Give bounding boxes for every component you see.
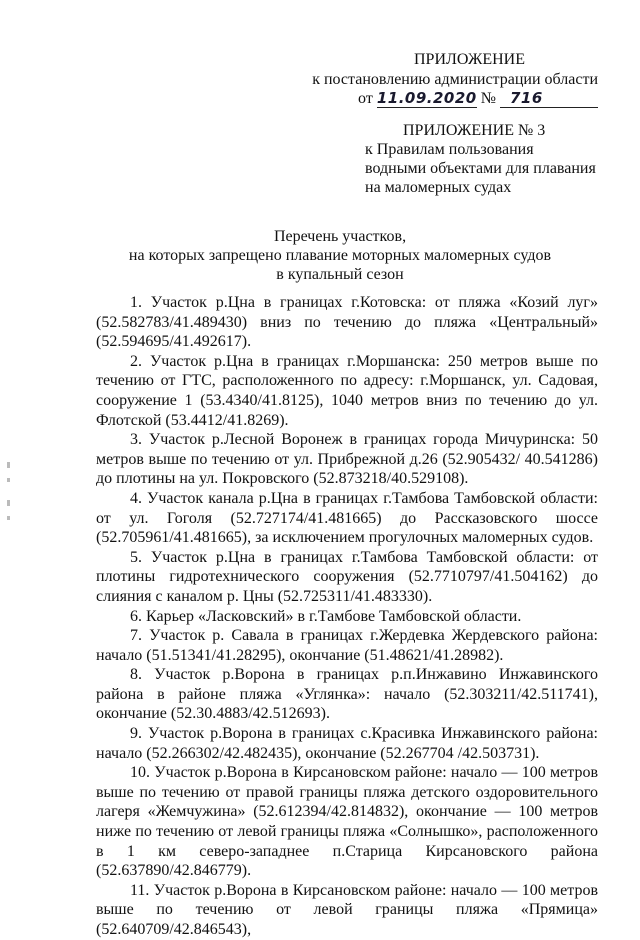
list-item: 11. Участок р.Ворона в Кирсановском районе: начало — 100 метров выше по течению от левой границы пляжа «Прямица» (52.640709/42.846543), [96, 881, 598, 938]
handwritten-date: 11.09.2020 [376, 89, 477, 107]
date-prefix: от [358, 90, 373, 107]
document-title [90, 227, 590, 284]
list-item: 3. Участок р.Лесной Воронеж в границах города Мичуринска: 50 метров выше по течению от ул. Прибрежной д.26 (52.905432/ 40.541286) до плотины на ул. Покровского (52.873218/40.529108). [96, 431, 598, 488]
list-item: 5. Участок р.Цна в границах г.Тамбова Тамбовской области: от плотины гидротехнического сооружения (52.7710797/41.504162) до слияния с каналом р. Цны (52.725311/41.483330). [96, 548, 598, 605]
list-item: 2. Участок р.Цна в границах г.Моршанска: 250 метров выше по течению от ГТС, расположенного по адресу: г.Моршанск, ул. Садовая, сооружение 1 (53.4340/41.8125), 1040 метров вниз по течению до ул. Флотской (53.4412/41.8269). [96, 352, 598, 429]
handwritten-number: 716 [500, 89, 598, 108]
list-item: 1. Участок р.Цна в границах г.Котовска: от пляжа «Козий луг» (52.582783/41.489430) вниз по течению до пляжа «Центральный» (52.594695/41.492617). [96, 294, 598, 351]
section-list [96, 293, 598, 940]
resolution-date-line [358, 89, 598, 109]
list-item: 6. Карьер «Ласковский» в г.Тамбове Тамбовской области. [130, 607, 522, 625]
appendix3-line: на маломерных судах [365, 179, 512, 196]
document-title-line: в купальный сезон [276, 266, 404, 283]
list-item: 8. Участок р.Ворона в границах р.п.Инжавино Инжавинского района в районе пляжа «Углянка»: начало (52.303211/42.511741), окончание (52.30.4883/42.512693). [96, 666, 598, 723]
appendix3-line: к Правилам пользования [365, 141, 534, 158]
scan-margin-mark [7, 462, 10, 468]
scan-margin-mark [7, 500, 10, 506]
list-item: 9. Участок р.Ворона в границах с.Красивка Инжавинского района: начало (52.266302/42.482435), окончание (52.267704 /42.503731). [96, 725, 598, 762]
appendix3-block [365, 121, 596, 197]
list-item: 10. Участок р.Ворона в Кирсановском районе: начало — 100 метров выше по течению от правой границы пляжа детского оздоровительного лагеря «Жемчужина» (52.612394/42.814832), окончание — 100 метров ниже по течению от левой границы пляжа «Солнышко», расположенного в 1 км северо-западнее п.Старица Кирсановского района (52.637890/42.846779). [96, 764, 598, 880]
scan-margin-mark [7, 516, 10, 520]
number-sign: № [480, 90, 496, 107]
document-title-line: Перечень участков, [273, 228, 407, 245]
list-item: 4. Участок канала р.Цна в границах г.Тамбова Тамбовской области: от ул. Гоголя (52.727174/41.481665) до Рассказовского шоссе (52.705961/41.481665), за исключением прогулочных маломерных судов. [96, 489, 598, 547]
appendix3-line: водными объектами для плавания [365, 160, 596, 177]
appendix-title: ПРИЛОЖЕНИЕ [414, 51, 526, 68]
list-item: 7. Участок р. Савала в границах г.Жердевка Жердевского района: начало (51.51341/41.28295), окончание (51.48621/41.28982). [96, 627, 598, 664]
resolution-reference: к постановлению администрации области [312, 71, 598, 88]
document-title-line: на которых запрещено плавание моторных маломерных судов [128, 247, 552, 264]
appendix3-title: ПРИЛОЖЕНИЕ № 3 [403, 122, 546, 139]
scan-margin-mark [7, 478, 10, 482]
